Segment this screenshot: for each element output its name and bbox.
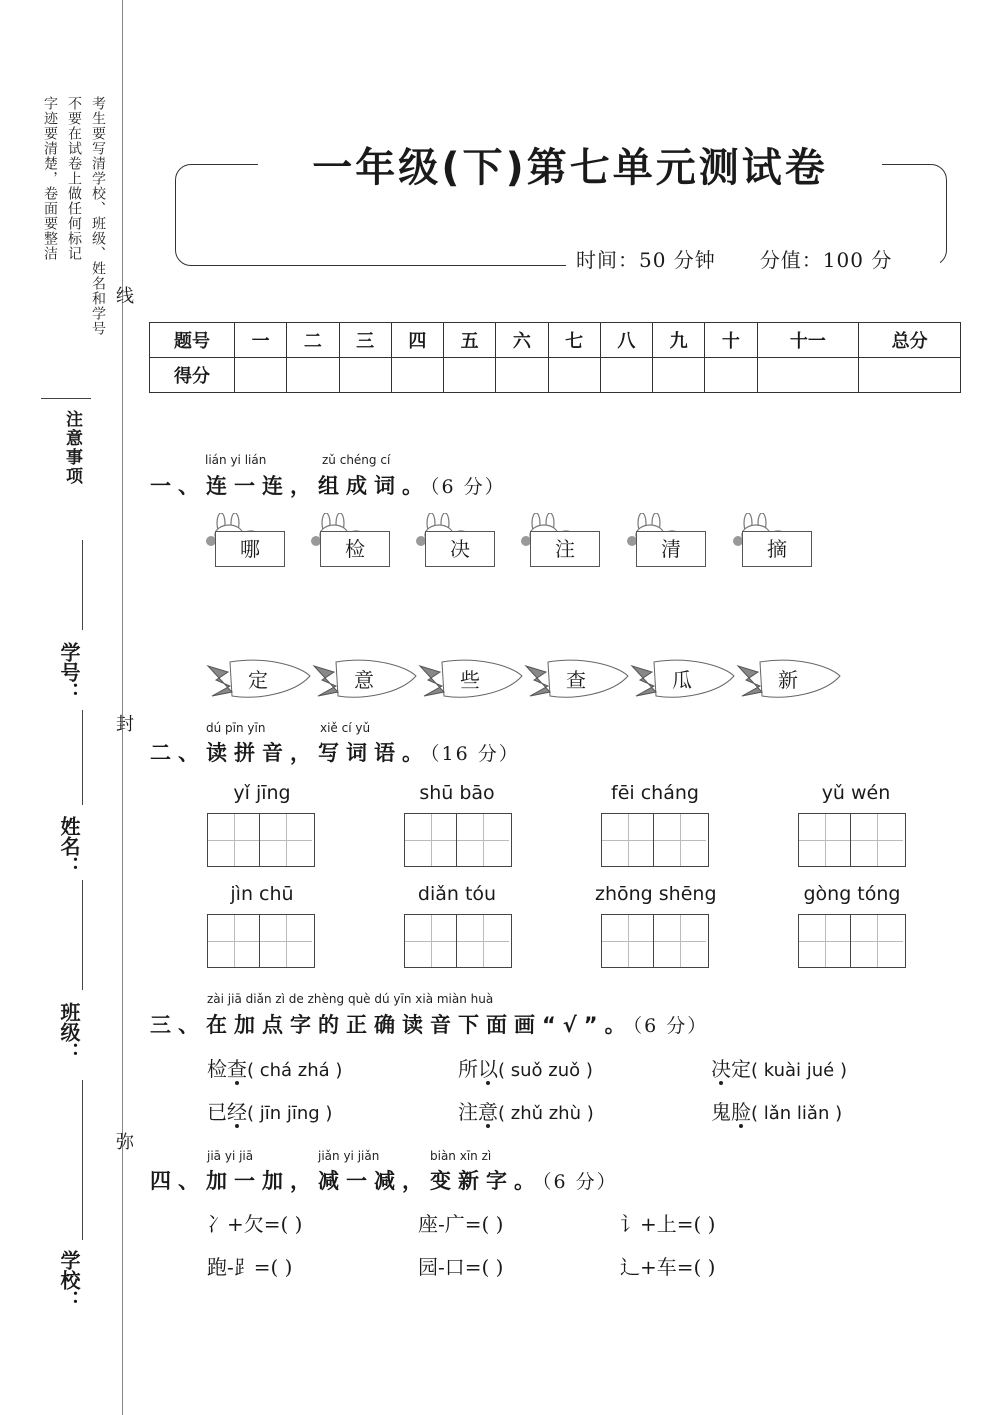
writing-cell[interactable] <box>260 915 312 967</box>
bottom-char-5: 瓜 <box>672 668 692 692</box>
name-line[interactable] <box>82 710 83 805</box>
exam-meta <box>566 244 940 273</box>
section2-title <box>150 737 520 767</box>
top-char-4: 注 <box>530 531 600 567</box>
char-equation[interactable]: 座-广=( ) <box>418 1212 504 1236</box>
student-id-line[interactable] <box>82 540 83 630</box>
score-table-row-label: 题号 <box>150 323 235 358</box>
notes-line-2: 不要在试卷上做任何标记 <box>66 96 82 261</box>
writing-cell[interactable] <box>405 915 457 967</box>
writing-cell[interactable] <box>457 915 509 967</box>
word-pinyin: fēi cháng <box>611 782 699 804</box>
char-equation[interactable]: 跑-⻊=( ) <box>207 1255 293 1279</box>
writing-grid[interactable] <box>207 813 315 867</box>
item-char: 鬼 <box>711 1100 731 1124</box>
char-equation[interactable]: 辶+车=( ) <box>620 1255 716 1279</box>
leaf-card[interactable] <box>312 656 420 702</box>
school-label: 学校： <box>57 1250 81 1310</box>
score-cell[interactable] <box>444 358 496 393</box>
score-col-2: 二 <box>287 323 339 358</box>
score-cell[interactable] <box>391 358 443 393</box>
notes-title: 注意事项 <box>62 410 82 486</box>
rabbit-card[interactable] <box>205 513 309 575</box>
bottom-char-6: 新 <box>778 668 798 692</box>
reading-item[interactable] <box>711 1096 842 1125</box>
bottom-char-2: 意 <box>354 668 374 692</box>
section2-pinyin-a: dú pīn yīn <box>206 721 266 735</box>
top-char-3: 决 <box>425 531 495 567</box>
score-col-7: 七 <box>548 323 600 358</box>
char-equation[interactable]: 园-口=( ) <box>418 1255 504 1279</box>
writing-grid[interactable] <box>404 813 512 867</box>
reading-item[interactable] <box>207 1096 332 1125</box>
dotted-char: 以 <box>478 1057 498 1081</box>
dotted-char: 查 <box>227 1057 247 1081</box>
item-char: 定 <box>731 1057 751 1081</box>
char-equation[interactable]: 冫+欠=( ) <box>207 1212 303 1236</box>
section3-pinyin: zài jiā diǎn zì de zhèng què dú yīn xià miàn huà <box>207 992 494 1006</box>
writing-cell[interactable] <box>208 915 260 967</box>
score-table <box>149 322 961 393</box>
score-cell[interactable] <box>548 358 600 393</box>
dotted-char: 决 <box>711 1057 731 1081</box>
reading-item[interactable] <box>458 1096 594 1125</box>
writing-cell[interactable] <box>457 814 509 866</box>
writing-cell[interactable] <box>208 814 260 866</box>
score-col-8: 八 <box>600 323 652 358</box>
bottom-char-3: 些 <box>460 668 480 692</box>
score-cell[interactable] <box>287 358 339 393</box>
score-col-5: 五 <box>444 323 496 358</box>
score-cell[interactable] <box>235 358 287 393</box>
section4-title-text: 四、加一加，减一减，变新字。 <box>150 1169 542 1193</box>
writing-cell[interactable] <box>799 915 851 967</box>
score-cell[interactable] <box>757 358 859 393</box>
section1-pinyin-b: zǔ chéng cí <box>322 453 391 467</box>
writing-grid[interactable] <box>404 914 512 968</box>
word-pinyin: gòng tóng <box>803 883 901 905</box>
score-cell[interactable] <box>600 358 652 393</box>
score-col-11: 十一 <box>757 323 859 358</box>
score-cell[interactable] <box>859 358 961 393</box>
word-pinyin: jìn chū <box>230 883 294 905</box>
writing-grid[interactable] <box>798 813 906 867</box>
writing-cell[interactable] <box>405 814 457 866</box>
bottom-char-1: 定 <box>248 668 268 692</box>
exam-score-value: 分值：100 分 <box>759 248 893 272</box>
score-col-10: 十 <box>705 323 757 358</box>
school-line[interactable] <box>82 1080 83 1240</box>
writing-grid[interactable] <box>798 914 906 968</box>
top-char-2: 检 <box>320 531 390 567</box>
cut-mark-line: 线 <box>113 286 134 304</box>
section4-score: （6 分） <box>542 1171 618 1193</box>
word-pinyin: shū bāo <box>419 782 495 804</box>
score-col-6: 六 <box>496 323 548 358</box>
page-title: 一年级(下)第七单元测试卷 <box>258 136 882 193</box>
writing-cell[interactable] <box>799 814 851 866</box>
notes-line-3: 字迹要清楚，卷面要整洁 <box>42 96 58 261</box>
writing-cell[interactable] <box>654 814 706 866</box>
section3-title <box>150 1009 708 1039</box>
top-char-6: 摘 <box>742 531 812 567</box>
section1-title-text: 一、连一连，组成词。 <box>150 474 430 498</box>
rabbit-card[interactable] <box>415 513 519 575</box>
section2-score: （16 分） <box>430 743 520 765</box>
item-char: 已 <box>207 1100 227 1124</box>
top-char-5: 清 <box>636 531 706 567</box>
reading-item[interactable] <box>207 1053 342 1082</box>
section3-title-text: 三、在加点字的正确读音下面画“√”。 <box>150 1013 633 1037</box>
cut-mark-close: 弥 <box>113 1132 134 1150</box>
pinyin-options[interactable]: ( chá zhá ) <box>247 1060 343 1081</box>
exam-time: 时间：50 分钟 <box>576 248 716 272</box>
writing-cell[interactable] <box>654 915 706 967</box>
notes-divider <box>41 398 91 399</box>
name-label: 姓名： <box>57 816 81 876</box>
pinyin-options[interactable]: ( jīn jīng ) <box>247 1103 333 1124</box>
word-pinyin: yǔ wén <box>821 782 891 804</box>
section1-score: （6 分） <box>430 476 506 498</box>
rabbit-card[interactable] <box>520 513 624 575</box>
pinyin-options[interactable]: ( kuài jué ) <box>751 1060 848 1081</box>
item-char: 所 <box>458 1057 478 1081</box>
score-col-total: 总分 <box>859 323 961 358</box>
dotted-char: 意 <box>478 1100 498 1124</box>
writing-grid[interactable] <box>207 914 315 968</box>
char-equation[interactable]: 讠+上=( ) <box>620 1212 716 1236</box>
dotted-char: 脸 <box>731 1100 751 1124</box>
score-col-4: 四 <box>391 323 443 358</box>
word-pinyin: zhōng shēng <box>595 883 717 905</box>
pinyin-options[interactable]: ( lǎn liǎn ) <box>751 1103 843 1124</box>
score-cell[interactable] <box>339 358 391 393</box>
top-char-1: 哪 <box>215 531 285 567</box>
score-cell[interactable] <box>496 358 548 393</box>
section3-score: （6 分） <box>632 1015 709 1037</box>
item-char: 检 <box>207 1057 227 1081</box>
pinyin-options[interactable]: ( zhǔ zhù ) <box>498 1103 594 1124</box>
notes-line-1: 考生要写清学校、班级、姓名和学号 <box>90 96 106 336</box>
pinyin-options[interactable]: ( suǒ zuǒ ) <box>498 1060 593 1081</box>
section4-pinyin-a: jiā yi jiā <box>207 1149 254 1163</box>
score-col-3: 三 <box>339 323 391 358</box>
score-col-1: 一 <box>235 323 287 358</box>
section2-title-text: 二、读拼音，写词语。 <box>150 741 430 765</box>
reading-item[interactable] <box>711 1053 847 1082</box>
writing-grid[interactable] <box>601 914 709 968</box>
class-label: 班级： <box>57 1002 81 1062</box>
section4-title <box>150 1165 618 1195</box>
class-line[interactable] <box>82 880 83 990</box>
word-pinyin: yǐ jīng <box>233 782 291 804</box>
rabbit-card[interactable] <box>310 513 414 575</box>
score-table-score-row <box>150 358 961 393</box>
rabbit-card[interactable] <box>626 513 730 575</box>
writing-cell[interactable] <box>602 814 654 866</box>
section1-title <box>150 470 506 500</box>
dotted-char: 经 <box>227 1100 247 1124</box>
section2-pinyin-b: xiě cí yǔ <box>320 721 371 735</box>
section4-pinyin-b: jiǎn yi jiǎn <box>318 1149 380 1163</box>
section1-pinyin-a: lián yi lián <box>205 453 267 467</box>
writing-cell[interactable] <box>602 915 654 967</box>
rabbit-card[interactable] <box>732 513 836 575</box>
student-id-label: 学号： <box>57 642 81 702</box>
writing-grid[interactable] <box>601 813 709 867</box>
leaf-card[interactable] <box>418 656 526 702</box>
score-table-score-label: 得分 <box>150 358 235 393</box>
leaf-card[interactable] <box>524 656 632 702</box>
writing-cell[interactable] <box>260 814 312 866</box>
word-pinyin: diǎn tóu <box>417 883 497 905</box>
item-char: 注 <box>458 1100 478 1124</box>
leaf-card[interactable] <box>206 656 314 702</box>
writing-cell[interactable] <box>851 915 903 967</box>
writing-cell[interactable] <box>851 814 903 866</box>
leaf-card[interactable] <box>630 656 738 702</box>
leaf-card[interactable] <box>736 656 844 702</box>
score-table-header-row <box>150 323 961 358</box>
cut-mark-seal: 封 <box>113 714 134 732</box>
score-cell[interactable] <box>705 358 757 393</box>
score-col-9: 九 <box>653 323 705 358</box>
bottom-char-4: 查 <box>566 668 586 692</box>
binding-margin-line <box>122 0 123 1415</box>
reading-item[interactable] <box>458 1053 593 1082</box>
section4-pinyin-c: biàn xīn zì <box>430 1149 492 1163</box>
score-cell[interactable] <box>653 358 705 393</box>
